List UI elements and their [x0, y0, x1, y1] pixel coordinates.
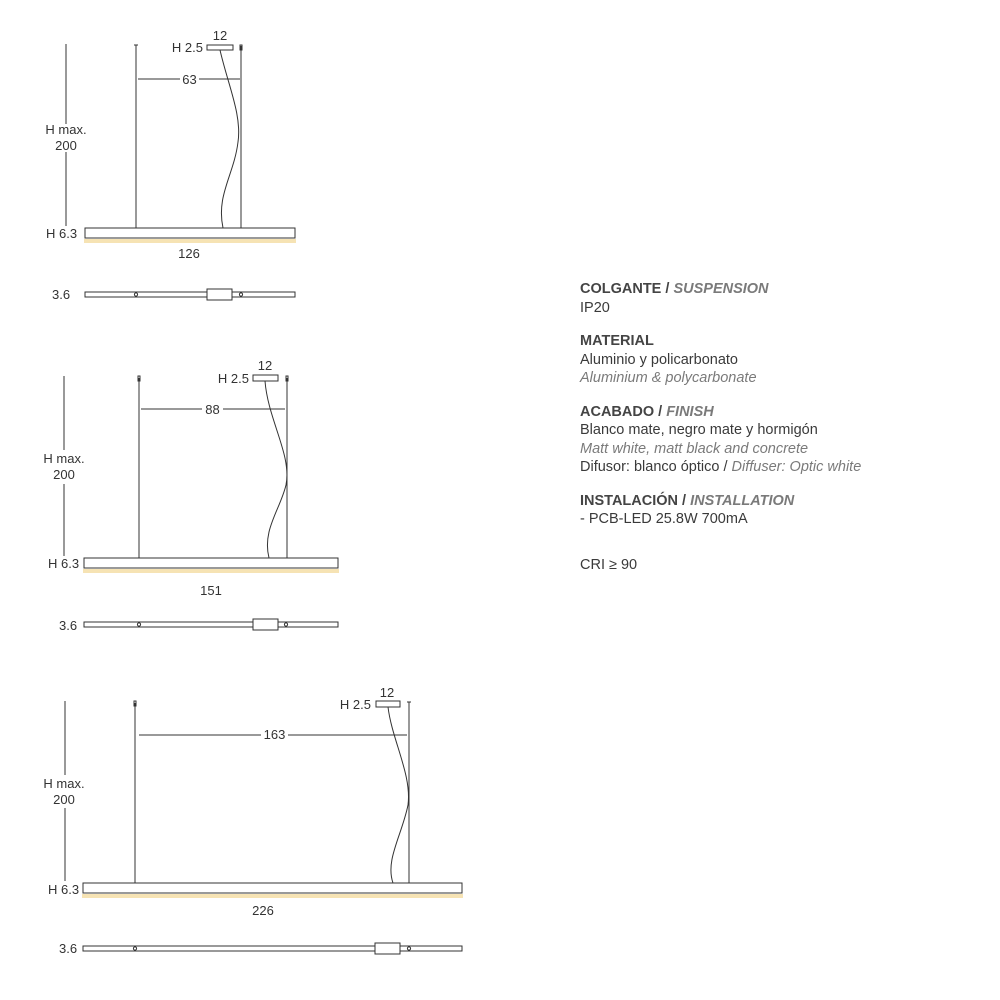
connector-height-label: H 2.5 — [171, 40, 203, 55]
spec-material-heading: MATERIAL — [580, 333, 654, 349]
spec-heading-separator: / — [661, 281, 674, 297]
height-max-label: H max. — [45, 122, 87, 137]
fixing-point — [137, 623, 140, 626]
ceiling-canopy — [253, 375, 278, 381]
spec-heading-separator: / — [654, 403, 667, 420]
spec-installation — [580, 492, 990, 529]
diffuser-glow — [83, 569, 339, 573]
ip-rating: IP20 — [580, 299, 610, 316]
spec-heading-es: INSTALACIÓN — [580, 492, 679, 509]
ceiling-anchor-icon — [407, 702, 411, 707]
lamp-body — [85, 228, 295, 238]
diffuser-line — [580, 458, 990, 477]
spec-finish — [580, 403, 990, 477]
body-height-label: H 6.3 — [48, 882, 80, 897]
cable-spacing-label: 163 — [263, 727, 286, 742]
power-cable — [220, 50, 239, 228]
profile-label: 3.6 — [59, 618, 78, 633]
spec-finish-heading — [580, 403, 990, 422]
spec-heading-separator: / — [678, 492, 691, 509]
diffuser-glow — [82, 894, 463, 898]
spec-heading-en: SUSPENSION — [673, 281, 769, 297]
lamp-body — [83, 883, 462, 893]
length-label: 151 — [200, 583, 222, 598]
led-spec: - PCB-LED 25.8W 700mA — [580, 511, 748, 527]
fixing-point — [284, 623, 287, 626]
spec-heading-en: FINISH — [666, 403, 714, 420]
spec-material — [580, 332, 990, 388]
lamp-profile-top-view — [83, 946, 462, 951]
cable-spacing-label: 63 — [182, 72, 197, 87]
driver-box — [375, 943, 400, 954]
lamp-body — [84, 558, 338, 568]
connector-width-label: 12 — [212, 28, 228, 43]
driver-box — [207, 289, 232, 300]
ceiling-canopy — [207, 45, 233, 50]
profile-label: 3.6 — [52, 287, 71, 302]
diffuser-es: Difusor: blanco óptico — [580, 459, 720, 475]
power-cable — [265, 381, 287, 558]
length-label: 126 — [178, 246, 200, 261]
height-max-value: 200 — [53, 467, 75, 482]
spec-heading-en: INSTALLATION — [690, 492, 795, 509]
connector-height-label: H 2.5 — [339, 697, 371, 712]
height-max-value: 200 — [55, 138, 77, 153]
connector-height-label: H 2.5 — [217, 371, 249, 386]
length-label: 226 — [252, 903, 274, 918]
lamp-profile-top-view — [85, 292, 295, 297]
diffuser-en: Diffuser: Optic white — [731, 459, 862, 475]
profile-label: 3.6 — [59, 941, 78, 956]
fixing-point — [133, 947, 136, 950]
height-max-label: H max. — [43, 776, 85, 791]
height-max-value: 200 — [53, 792, 75, 807]
cable-spacing-label: 88 — [205, 402, 220, 417]
diffuser-separator: / — [719, 459, 732, 475]
ceiling-canopy — [376, 701, 400, 707]
drawing-126 — [66, 44, 296, 300]
material-en: Aluminium & polycarbonate — [580, 370, 757, 386]
spec-sheet — [580, 280, 990, 574]
spec-heading-es: ACABADO — [580, 403, 655, 420]
height-max-label: H max. — [43, 451, 85, 466]
driver-box — [253, 619, 278, 630]
material-es: Aluminio y policarbonato — [580, 351, 738, 368]
body-height-label: H 6.3 — [46, 226, 78, 241]
connector-width-label: 12 — [257, 358, 273, 373]
cri-value: CRI ≥ 90 — [580, 556, 638, 573]
finish-es: Blanco mate, negro mate y hormigón — [580, 422, 818, 438]
diffuser-glow — [84, 239, 296, 243]
spec-suspension-heading — [580, 280, 990, 299]
ceiling-anchor-icon — [134, 45, 138, 50]
connector-width-label: 12 — [379, 685, 395, 700]
power-cable — [388, 707, 409, 883]
fixing-point — [407, 947, 410, 950]
fixing-point — [134, 293, 137, 296]
fixing-point — [239, 293, 242, 296]
lamp-profile-top-view — [84, 622, 338, 627]
body-height-label: H 6.3 — [48, 556, 80, 571]
spec-installation-heading — [580, 492, 990, 511]
spec-heading-es: COLGANTE — [580, 281, 662, 297]
finish-en: Matt white, matt black and concrete — [580, 440, 809, 457]
spec-suspension — [580, 280, 990, 317]
